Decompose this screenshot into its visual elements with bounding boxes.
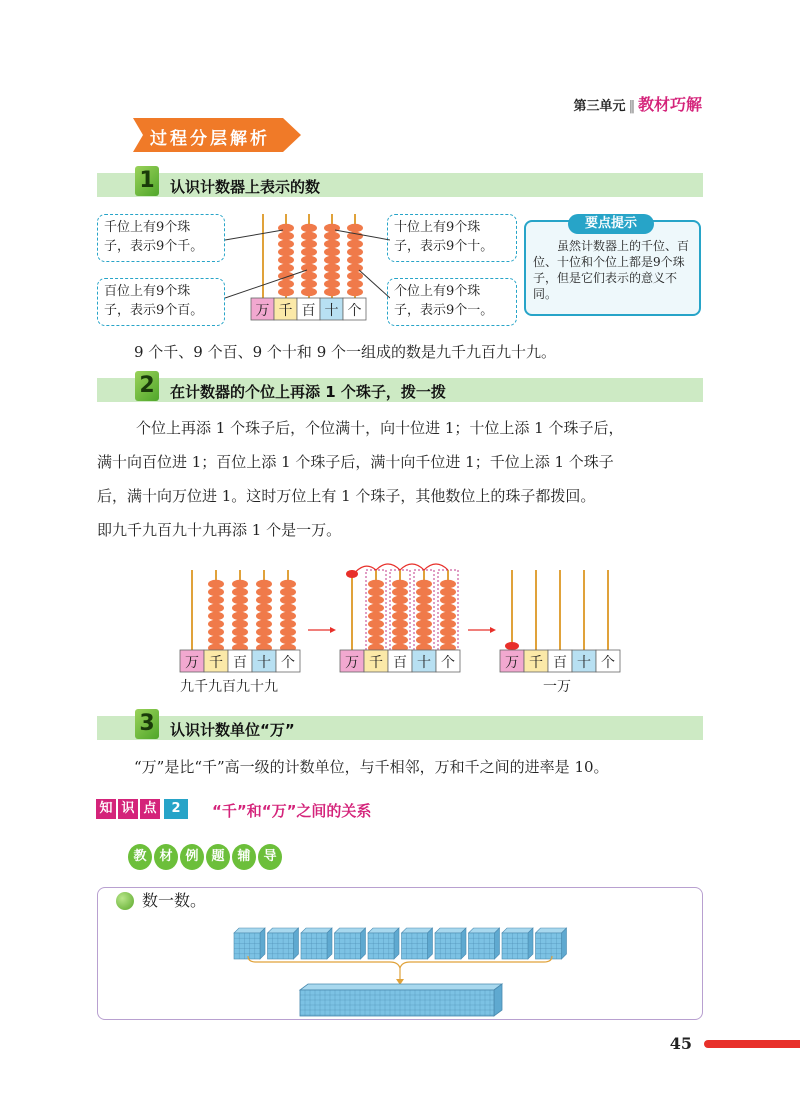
bead	[280, 628, 296, 636]
abacus-label: 十	[577, 655, 591, 671]
bead	[324, 232, 340, 240]
caption-9999: 九千九百九十九	[180, 679, 278, 695]
bead	[416, 596, 432, 604]
bead	[278, 288, 294, 296]
abacus-label: 个	[601, 655, 615, 671]
bead	[347, 288, 363, 296]
thousand-cube	[335, 928, 366, 959]
bead	[368, 612, 384, 620]
unit-label: 第三单元	[573, 99, 626, 114]
bead	[208, 596, 224, 604]
bead	[368, 620, 384, 628]
bead	[392, 604, 408, 612]
bead	[232, 620, 248, 628]
abacus-label: 千	[278, 303, 293, 319]
abacus-label: 千	[529, 655, 543, 671]
abacus-label: 万	[505, 655, 519, 671]
kp-number: 2	[164, 799, 188, 819]
bead	[301, 272, 317, 280]
bead	[256, 612, 272, 620]
section3-title: 认识计数单位“万”	[170, 721, 295, 739]
abacus-label: 十	[417, 655, 431, 671]
bead	[208, 620, 224, 628]
bead	[392, 636, 408, 644]
bead	[416, 620, 432, 628]
abacus-label: 千	[369, 655, 383, 671]
thousand-cube	[502, 928, 533, 959]
bead	[280, 580, 296, 588]
bead	[301, 288, 317, 296]
kp-char-2: 识	[118, 799, 138, 819]
abacus-label: 十	[324, 303, 339, 319]
callout-text: 子，表示9个一。	[394, 303, 494, 318]
abacus-label: 百	[393, 655, 407, 671]
section3-text: “万”是比“千”高一级的计数单位，与千相邻，万和千之间的进率是 10。	[134, 758, 609, 776]
bead	[208, 628, 224, 636]
example-banner-char: 例	[180, 844, 204, 870]
thousand-cube	[301, 928, 332, 959]
bead	[368, 588, 384, 596]
bead	[392, 596, 408, 604]
section1-number: 1	[135, 166, 159, 196]
bead	[232, 580, 248, 588]
bead	[280, 588, 296, 596]
bead	[392, 612, 408, 620]
bead	[232, 588, 248, 596]
bead	[301, 256, 317, 264]
thousand-cube	[435, 928, 466, 959]
section2-line-3: 后，满十向万位进 1。这时万位上有 1 个珠子，其他数位上的珠子都拨回。	[97, 487, 596, 505]
bead	[368, 628, 384, 636]
bead	[416, 636, 432, 644]
abacus-label: 百	[553, 655, 567, 671]
abacus-label: 万	[345, 655, 359, 671]
example-banner-char: 辅	[232, 844, 256, 870]
bead	[301, 248, 317, 256]
bead	[368, 604, 384, 612]
abacus-label: 千	[209, 655, 223, 671]
bead	[416, 580, 432, 588]
thousand-cube	[234, 928, 265, 959]
bead	[324, 272, 340, 280]
abacus-label: 十	[257, 655, 271, 671]
bead	[232, 596, 248, 604]
bead	[278, 248, 294, 256]
bead	[256, 604, 272, 612]
bead	[256, 636, 272, 644]
bead	[324, 240, 340, 248]
bead	[440, 628, 456, 636]
thousand-cube	[536, 928, 567, 959]
bead	[256, 628, 272, 636]
bead	[416, 612, 432, 620]
bead	[440, 588, 456, 596]
bead	[440, 596, 456, 604]
bead	[232, 604, 248, 612]
page-number: 45	[669, 1034, 692, 1053]
bead	[280, 596, 296, 604]
bead	[208, 636, 224, 644]
bead	[392, 628, 408, 636]
bead	[208, 588, 224, 596]
bead	[280, 612, 296, 620]
bead	[280, 604, 296, 612]
bead	[232, 636, 248, 644]
abacus-label: 百	[301, 303, 316, 319]
abacus-label: 万	[185, 655, 199, 671]
abacus-label: 百	[233, 655, 247, 671]
abacus-label: 万	[255, 303, 270, 319]
thousand-cubes-figure	[230, 922, 570, 1018]
bead	[301, 240, 317, 248]
bead	[280, 636, 296, 644]
callout-text: 个位上有9个珠	[394, 284, 481, 299]
bead	[256, 620, 272, 628]
callout-text: 子，表示9个十。	[394, 239, 494, 254]
bead	[278, 280, 294, 288]
bead	[392, 620, 408, 628]
bead	[347, 240, 363, 248]
bead	[278, 240, 294, 248]
bead	[416, 588, 432, 596]
bead	[368, 580, 384, 588]
bead	[440, 612, 456, 620]
bead	[440, 604, 456, 612]
bead	[278, 264, 294, 272]
thousand-cube	[268, 928, 299, 959]
example-banner-char: 材	[154, 844, 178, 870]
bead	[208, 612, 224, 620]
bead	[208, 604, 224, 612]
kp-char-1: 知	[96, 799, 116, 819]
bead	[440, 620, 456, 628]
page-accent-bar	[704, 1040, 800, 1048]
example-banner	[128, 844, 282, 874]
bead	[324, 280, 340, 288]
bead	[301, 232, 317, 240]
bead	[392, 588, 408, 596]
bead	[347, 272, 363, 280]
bead	[368, 636, 384, 644]
bead	[324, 288, 340, 296]
callout-text: 千位上有9个珠	[104, 220, 191, 235]
bead	[324, 248, 340, 256]
bead	[278, 256, 294, 264]
example-prompt: 数一数。	[142, 891, 207, 910]
bead	[301, 224, 317, 232]
thousand-cube	[469, 928, 500, 959]
bead	[440, 636, 456, 644]
caption-10000: 一万	[543, 679, 571, 695]
bead	[301, 280, 317, 288]
example-banner-char: 教	[128, 844, 152, 870]
bead	[256, 596, 272, 604]
abacus-label: 个	[347, 303, 362, 319]
callout-thousands	[97, 214, 225, 262]
kp-title: “千”和“万”之间的关系	[212, 802, 372, 820]
bead	[416, 628, 432, 636]
callout-text: 十位上有9个珠	[394, 220, 481, 235]
bead	[347, 248, 363, 256]
bead	[280, 620, 296, 628]
example-banner-char: 题	[206, 844, 230, 870]
bead	[347, 224, 363, 232]
bead	[324, 256, 340, 264]
abacus-9999	[225, 210, 390, 325]
bead	[232, 612, 248, 620]
tip-text: 虽然计数器上的千位、百位、十位和个位上都是9个珠子，但是它们表示的意义不同。	[533, 239, 690, 301]
section2-line-1: 个位上再添 1 个珠子后，个位满十，向十位进 1；十位上添 1 个珠子后，	[136, 419, 624, 437]
bead	[208, 580, 224, 588]
running-header: 第三单元 ‖ 教材巧解	[573, 95, 702, 114]
kp-char-3: 点	[140, 799, 160, 819]
bead	[440, 580, 456, 588]
section2-line-2: 满十向百位进 1；百位上添 1 个珠子后，满十向千位进 1；千位上添 1 个珠子	[97, 453, 614, 471]
section2-title: 在计数器的个位上再添 1 个珠子，拨一拨	[170, 383, 446, 401]
bead	[347, 280, 363, 288]
bead	[416, 604, 432, 612]
bead	[256, 580, 272, 588]
callout-text: 百位上有9个珠	[104, 284, 191, 299]
section2-line-4: 即九千九百九十九再添 1 个是一万。	[97, 521, 342, 539]
bead	[232, 628, 248, 636]
section1-summary: 9 个千、9 个百、9 个十和 9 个一组成的数是九千九百九十九。	[134, 343, 557, 361]
abacus-label: 个	[441, 655, 455, 671]
section1-title: 认识计数器上表示的数	[170, 178, 321, 196]
book-title: 教材巧解	[637, 95, 702, 114]
bead	[392, 580, 408, 588]
callout-hundreds	[97, 278, 225, 326]
tip-title: 要点提示	[568, 214, 654, 234]
bullet-icon	[116, 892, 134, 910]
section3-number: 3	[135, 709, 159, 739]
example-banner-char: 导	[258, 844, 282, 870]
callout-text: 子，表示9个百。	[104, 303, 204, 318]
abacus-label: 个	[281, 655, 295, 671]
section2-number: 2	[135, 371, 159, 401]
bead	[278, 232, 294, 240]
callout-tens	[387, 214, 517, 262]
callout-ones	[387, 278, 517, 326]
bead	[347, 256, 363, 264]
bead	[324, 264, 340, 272]
bead	[368, 596, 384, 604]
section-banner-title: 过程分层解析	[150, 129, 270, 149]
bead	[256, 588, 272, 596]
thousand-cube	[368, 928, 399, 959]
callout-text: 子，表示9个千。	[104, 239, 204, 254]
thousand-cube	[402, 928, 433, 959]
